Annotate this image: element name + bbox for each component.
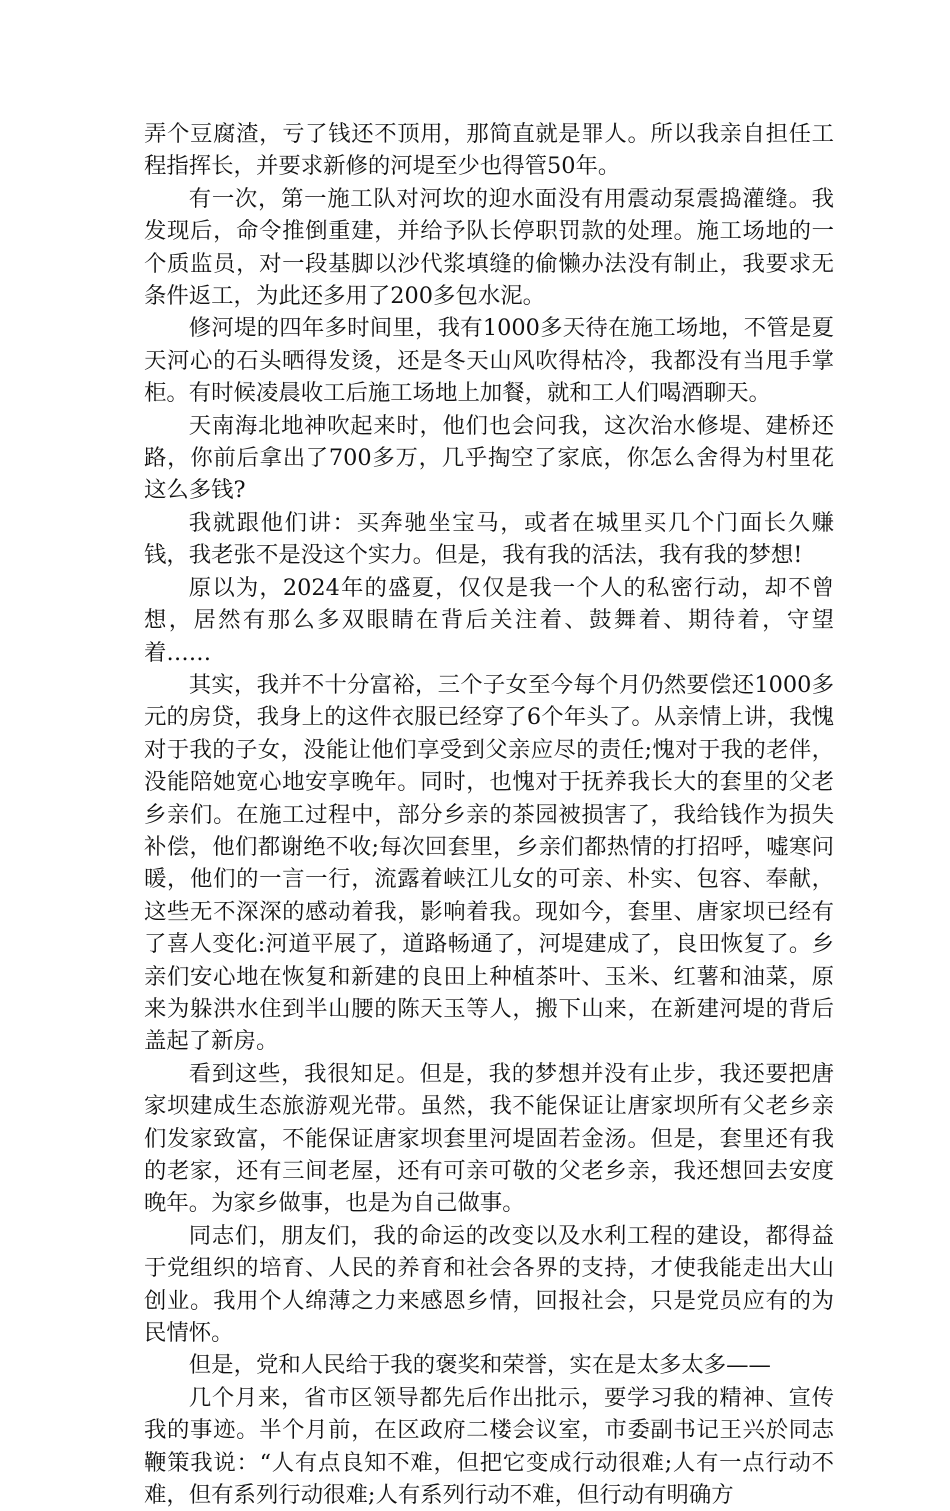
paragraph: 其实，我并不十分富裕，三个子女至今每个月仍然要偿还1000多元的房贷，我身上的这件衣服已经穿了6个年头了。从亲情上讲，我愧对于我的子女，没能让他们享受到父亲应尽的责任;愧对于我的老伴，没能陪她宽心地安享晚年。同时，也愧对于抚养我长大的套里的父老乡亲们。在施工过程中，部分乡亲的茶园被损害了，我给钱作为损失补偿，他们都谢绝不收;每次回套里，乡亲们都热情的打招呼，嘘寒问暖，他们的一言一行，流露着峡江儿女的可亲、朴实、包容、奉献，这些无不深深的感动着我，影响着我。现如今，套里、唐家坝已经有了喜人变化:河道平展了，道路畅通了，河堤建成了，良田恢复了。乡亲们安心地在恢复和新建的良田上种植茶叶、玉米、红薯和油菜，原来为躲洪水住到半山腰的陈天玉等人，搬下山来，在新建河堤的背后盖起了新房。 [144,671,834,1055]
paragraph: 但是，党和人民给于我的褒奖和荣誉，实在是太多太多—— [188,1352,771,1379]
paragraph: 弄个豆腐渣，亏了钱还不顶用，那简直就是罪人。所以我亲自担任工程指挥长，并要求新修的河堤至少也得管50年。 [144,121,834,180]
paragraph: 天南海北地神吹起来时，他们也会问我，这次治水修堤、建桥还路，你前后拿出了700多万，几乎掏空了家底，你怎么舍得为村里花这么多钱? [144,412,834,504]
paragraph: 有一次，第一施工队对河坎的迎水面没有用震动泵震捣灌缝。我发现后，命令推倒重建，并给予队长停职罚款的处理。施工场地的一个质监员，对一段基脚以沙代浆填缝的偷懒办法没有制止，我要求无条件返工，为此还多用了200多包水泥。 [144,185,834,310]
paragraph: 同志们，朋友们，我的命运的改变以及水利工程的建设，都得益于党组织的培育、人民的养育和社会各界的支持，才使我能走出大山创业。我用个人绵薄之力来感恩乡情，回报社会，只是党员应有的为民情怀。 [144,1222,834,1347]
paragraph: 几个月来，省市区领导都先后作出批示，要学习我的精神、宣传我的事迹。半个月前，在区政府二楼会议室，市委副书记王兴於同志鞭策我说：“人有点良知不难，但把它变成行动很难;人有一点行动不难，但有系列行动很难;人有系列行动不难，但行动有明确方 [144,1384,834,1509]
body-text [144,118,834,1511]
paragraph: 我就跟他们讲：买奔驰坐宝马，或者在城里买几个门面长久赚钱，我老张不是没这个实力。但是，我有我的活法，我有我的梦想! [144,509,834,569]
paragraph: 原以为，2024年的盛夏，仅仅是我一个人的私密行动，却不曾想，居然有那么多双眼睛在背后关注着、鼓舞着、期待着，守望着…… [144,574,834,666]
paragraph: 看到这些，我很知足。但是，我的梦想并没有止步，我还要把唐家坝建成生态旅游观光带。虽然，我不能保证让唐家坝所有父老乡亲们发家致富，不能保证唐家坝套里河堤固若金汤。但是，套里还有我的老家，还有三间老屋，还有可亲可敬的父老乡亲，我还想回去安度晚年。为家乡做事，也是为自己做事。 [144,1060,834,1217]
paragraph: 修河堤的四年多时间里，我有1000多天待在施工场地，不管是夏天河心的石头晒得发烫，还是冬天山风吹得枯冷，我都没有当甩手掌柜。有时候凌晨收工后施工场地上加餐，就和工人们喝酒聊天。 [144,315,834,407]
